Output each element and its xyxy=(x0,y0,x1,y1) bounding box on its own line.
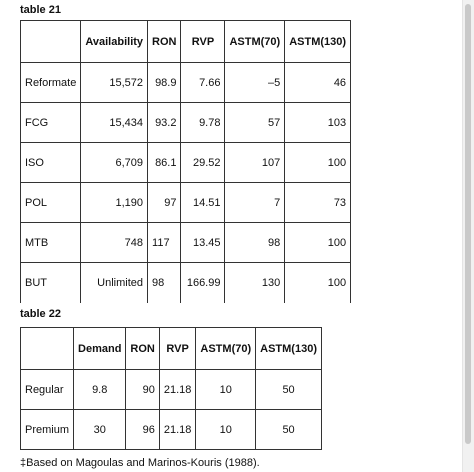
cell: 98.9 xyxy=(148,63,181,103)
row-label: Regular xyxy=(21,370,74,410)
table-row xyxy=(21,223,351,263)
cell: 14.51 xyxy=(181,183,225,223)
cell: 6,709 xyxy=(81,143,148,183)
cell: 117 xyxy=(148,223,181,263)
cell: 29.52 xyxy=(181,143,225,183)
cell: 7.66 xyxy=(181,63,225,103)
table-row xyxy=(21,263,351,303)
cell: 748 xyxy=(81,223,148,263)
scrollbar-thumb[interactable] xyxy=(465,4,471,444)
cell: Unlimited xyxy=(81,263,148,303)
cell: 98 xyxy=(225,223,285,263)
table-header-row xyxy=(21,328,322,370)
table-row xyxy=(21,410,322,450)
table-21 xyxy=(20,20,351,303)
table-row xyxy=(21,183,351,223)
cell: 21.18 xyxy=(159,370,196,410)
cell: 97 xyxy=(148,183,181,223)
cell: 1,190 xyxy=(81,183,148,223)
cell: 50 xyxy=(256,410,322,450)
header-cell: RON xyxy=(126,328,159,370)
cell: 21.18 xyxy=(159,410,196,450)
header-cell xyxy=(21,328,74,370)
table-row xyxy=(21,63,351,103)
cell: 9.8 xyxy=(74,370,126,410)
cell: 130 xyxy=(225,263,285,303)
table-row xyxy=(21,103,351,143)
row-label: BUT xyxy=(21,263,81,303)
cell: –5 xyxy=(225,63,285,103)
cell: 93.2 xyxy=(148,103,181,143)
table-21-caption: table 21 xyxy=(20,4,61,16)
cell: 10 xyxy=(196,410,256,450)
vertical-scrollbar[interactable] xyxy=(462,0,474,472)
cell: 15,572 xyxy=(81,63,148,103)
header-cell: Availability xyxy=(81,21,148,63)
cell: 7 xyxy=(225,183,285,223)
cell: 166.99 xyxy=(181,263,225,303)
cell: 30 xyxy=(74,410,126,450)
header-cell: RVP xyxy=(159,328,196,370)
cell: 46 xyxy=(285,63,351,103)
header-cell: ASTM(130) xyxy=(285,21,351,63)
header-cell xyxy=(21,21,81,63)
header-cell: Demand xyxy=(74,328,126,370)
row-label: ISO xyxy=(21,143,81,183)
row-label: POL xyxy=(21,183,81,223)
cell: 9.78 xyxy=(181,103,225,143)
cell: 100 xyxy=(285,223,351,263)
header-cell: ASTM(70) xyxy=(196,328,256,370)
header-cell: RVP xyxy=(181,21,225,63)
cell: 86.1 xyxy=(148,143,181,183)
row-label: MTB xyxy=(21,223,81,263)
header-cell: ASTM(130) xyxy=(256,328,322,370)
row-label: FCG xyxy=(21,103,81,143)
table-row xyxy=(21,370,322,410)
cell: 107 xyxy=(225,143,285,183)
footnote: ‡Based on Magoulas and Marinos-Kouris (1988). xyxy=(20,457,260,469)
cell: 13.45 xyxy=(181,223,225,263)
cell: 57 xyxy=(225,103,285,143)
cell: 15,434 xyxy=(81,103,148,143)
table-row xyxy=(21,143,351,183)
table-22-caption: table 22 xyxy=(20,308,61,320)
cell: 98 xyxy=(148,263,181,303)
header-cell: RON xyxy=(148,21,181,63)
row-label: Premium xyxy=(21,410,74,450)
cell: 100 xyxy=(285,143,351,183)
table-header-row xyxy=(21,21,351,63)
cell: 73 xyxy=(285,183,351,223)
header-cell: ASTM(70) xyxy=(225,21,285,63)
cell: 50 xyxy=(256,370,322,410)
cell: 90 xyxy=(126,370,159,410)
cell: 100 xyxy=(285,263,351,303)
cell: 103 xyxy=(285,103,351,143)
table-22 xyxy=(20,327,322,450)
cell: 96 xyxy=(126,410,159,450)
cell: 10 xyxy=(196,370,256,410)
row-label: Reformate xyxy=(21,63,81,103)
